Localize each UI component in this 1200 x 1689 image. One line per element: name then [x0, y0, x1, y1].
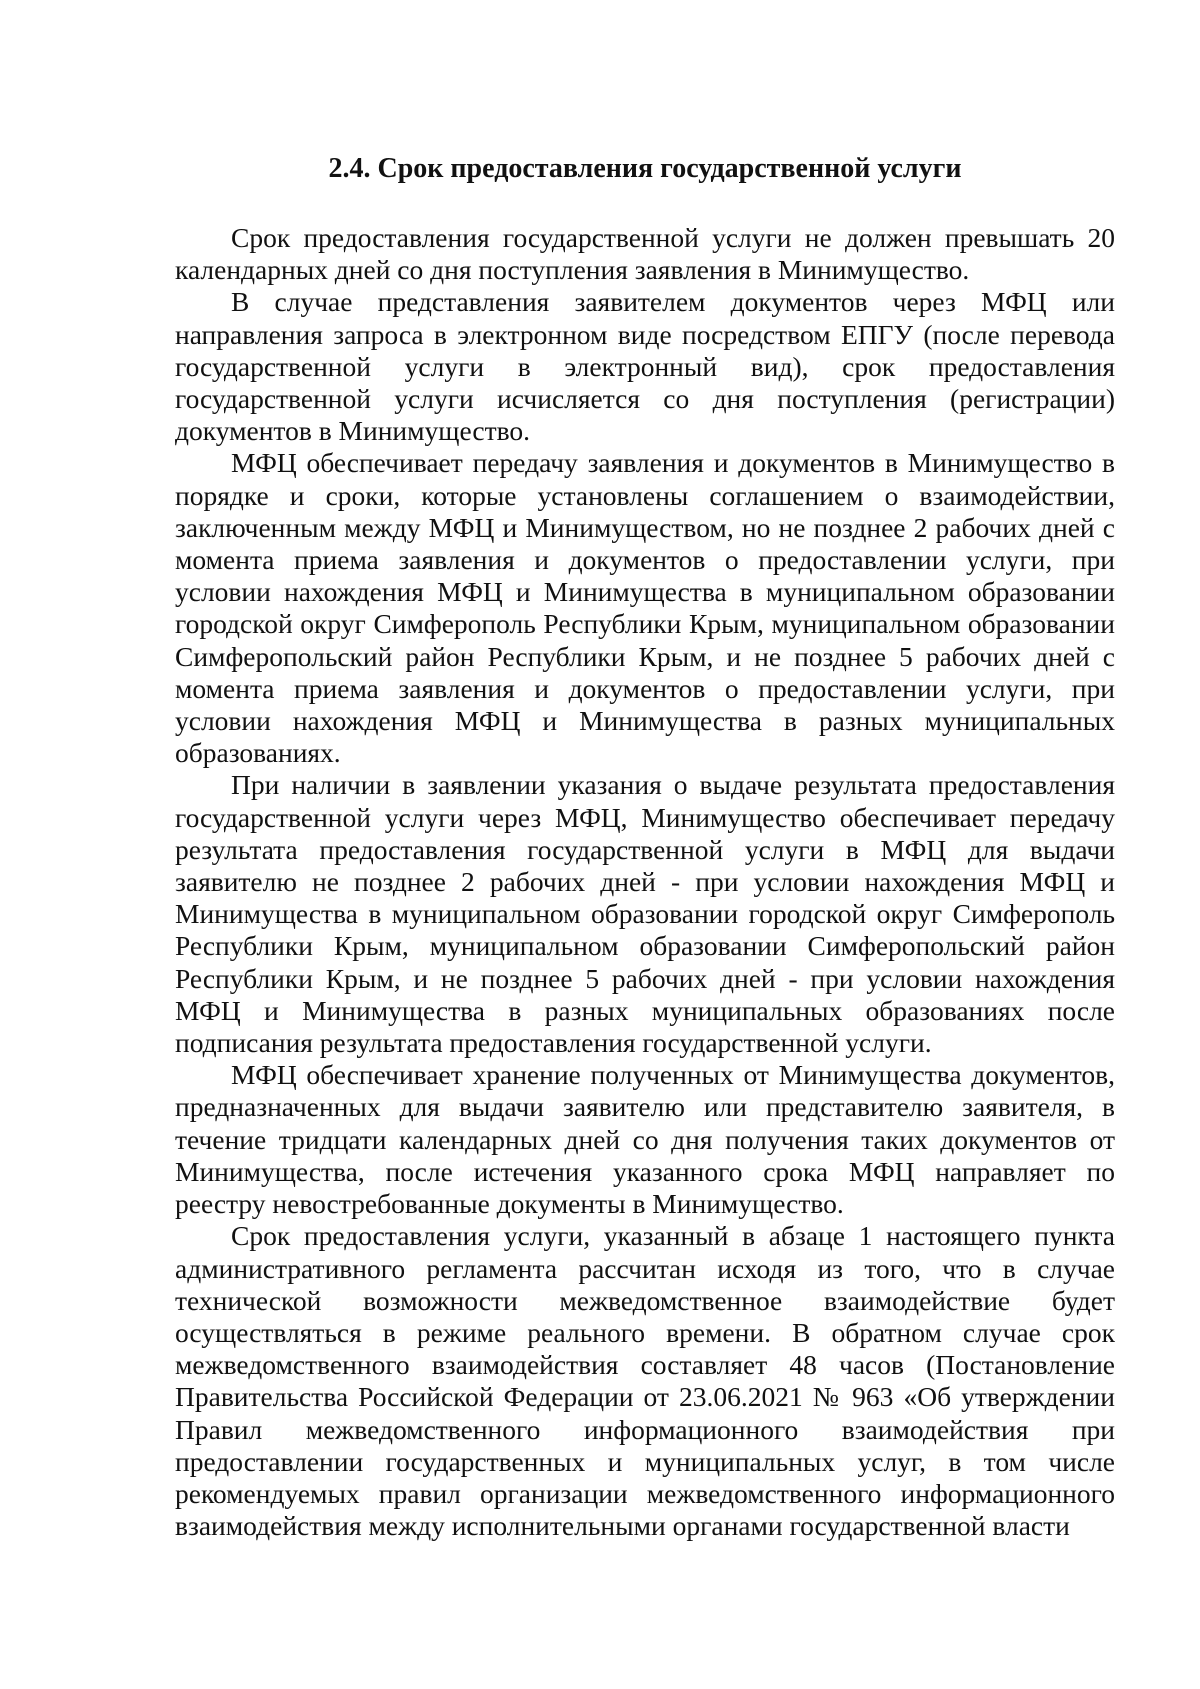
section-heading: 2.4. Срок предоставления государственной услуги	[328, 153, 962, 184]
paragraph-interagency: Срок предоставления услуги, указанный в абзаце 1 настоящего пункта административного регламента рассчитан исходя из того, что в случае технической возможности межведомственное взаимодействие будет осуществляться в режиме реального времени. В обратном случае срок межведомственного взаимодействия составляет 48 часов (Постановление Правительства Российской Федерации от 23.06.2021 № 963 «Об утверждении Правил межведомственного информационного взаимодействия при предоставлении государственных и муниципальных услуг, в том числе рекомендуемых правил организации межведомственного информационного взаимодействия между исполнительными органами государственной власти	[175, 1220, 1115, 1542]
paragraph-result-issue: При наличии в заявлении указания о выдаче результата предоставления государственной услуги через МФЦ, Минимущество обеспечивает передачу результата предоставления государственной услуги в МФЦ для выдачи заявителю не позднее 2 рабочих дней - при условии нахождения МФЦ и Минимущества в муниципальном образовании городской округ Симферополь Республики Крым, муниципальном образовании Симферопольский район Республики Крым, и не позднее 5 рабочих дней - при условии нахождения МФЦ и Минимущества в разных муниципальных образованиях после подписания результата предоставления государственной услуги.	[175, 769, 1115, 1059]
document-body	[175, 152, 1115, 1542]
paragraph-mfc-transfer: МФЦ обеспечивает передачу заявления и документов в Минимущество в порядке и сроки, которые установлены соглашением о взаимодействии, заключенным между МФЦ и Минимуществом, но не позднее 2 рабочих дней с момента приема заявления и документов о предоставлении услуги, при условии нахождения МФЦ и Минимущества в муниципальном образовании городской округ Симферополь Республики Крым, муниципальном образовании Симферопольский район Республики Крым, и не позднее 5 рабочих дней с момента приема заявления и документов о предоставлении услуги, при условии нахождения МФЦ и Минимущества в разных муниципальных образованиях.	[175, 447, 1115, 769]
paragraph-mfc-submission: В случае представления заявителем документов через МФЦ или направления запроса в электронном виде посредством ЕПГУ (после перевода государственной услуги в электронный вид), срок предоставления государственной услуги исчисляется со дня поступления (регистрации) документов в Минимущество.	[175, 286, 1115, 447]
paragraph-storage: МФЦ обеспечивает хранение полученных от Минимущества документов, предназначенных для выдачи заявителю или представителю заявителя, в течение тридцати календарных дней со дня получения таких документов от Минимущества, после истечения указанного срока МФЦ направляет по реестру невостребованные документы в Минимущество.	[175, 1059, 1115, 1220]
paragraph-term: Срок предоставления государственной услуги не должен превышать 20 календарных дней со дня поступления заявления в Минимущество.	[175, 222, 1115, 286]
